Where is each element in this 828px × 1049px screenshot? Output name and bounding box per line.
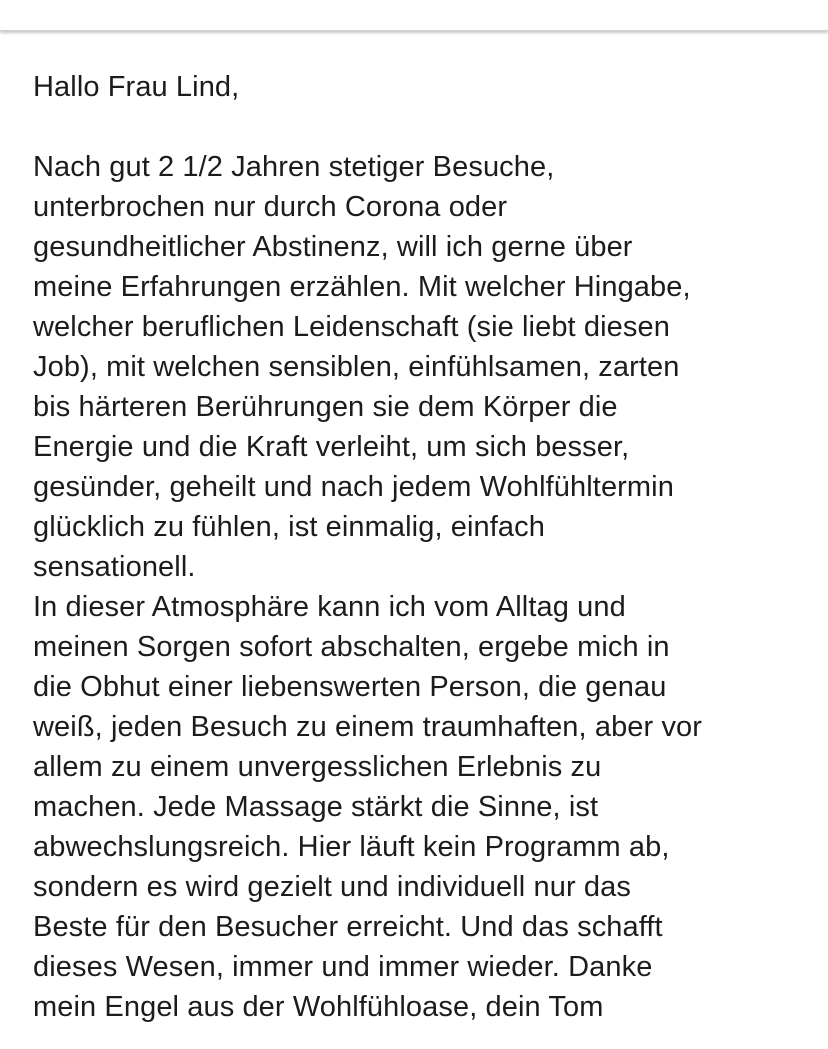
text-line: unterbrochen nur durch Corona oder xyxy=(33,191,508,223)
text-line: bis härteren Berührungen sie dem Körper die xyxy=(33,391,618,423)
text-line: In dieser Atmosphäre kann ich vom Alltag und xyxy=(33,591,626,623)
text-line: Beste für den Besucher erreicht. Und das schafft xyxy=(33,911,663,943)
message-body xyxy=(33,67,813,1027)
text-line: weiß, jeden Besuch zu einem traumhaften, aber vor xyxy=(33,711,703,743)
text-line: meinen Sorgen sofort abschalten, ergebe mich in xyxy=(33,631,670,663)
greeting: Hallo Frau Lind, xyxy=(33,71,240,103)
signature-line: mein Engel aus der Wohlfühloase, dein Tom xyxy=(33,991,604,1023)
text-line: abwechslungsreich. Hier läuft kein Programm ab, xyxy=(33,831,670,863)
text-line: meine Erfahrungen erzählen. Mit welcher Hingabe, xyxy=(33,271,691,303)
text-line: allem zu einem unvergesslichen Erlebnis zu xyxy=(33,751,602,783)
text-line: sensationell. xyxy=(33,551,196,583)
text-line: gesundheitlicher Abstinenz, will ich gerne über xyxy=(33,231,633,263)
header-bar xyxy=(0,0,828,31)
paragraph-1 xyxy=(33,147,813,587)
text-line: Job), mit welchen sensiblen, einfühlsamen, zarten xyxy=(33,351,680,383)
text-line: gesünder, geheilt und nach jedem Wohlfühltermin xyxy=(33,471,674,503)
text-line: glücklich zu fühlen, ist einmalig, einfach xyxy=(33,511,545,543)
text-line: die Obhut einer liebenswerten Person, die genau xyxy=(33,671,667,703)
text-line: Nach gut 2 1/2 Jahren stetiger Besuche, xyxy=(33,151,555,183)
text-line: dieses Wesen, immer und immer wieder. Danke xyxy=(33,951,653,983)
paragraph-2 xyxy=(33,587,813,1027)
paragraph-spacer xyxy=(33,107,813,147)
text-line: machen. Jede Massage stärkt die Sinne, ist xyxy=(33,791,599,823)
text-line: Energie und die Kraft verleiht, um sich besser, xyxy=(33,431,630,463)
text-line: welcher beruflichen Leidenschaft (sie liebt diesen xyxy=(33,311,670,343)
text-line: sondern es wird gezielt und individuell nur das xyxy=(33,871,631,903)
